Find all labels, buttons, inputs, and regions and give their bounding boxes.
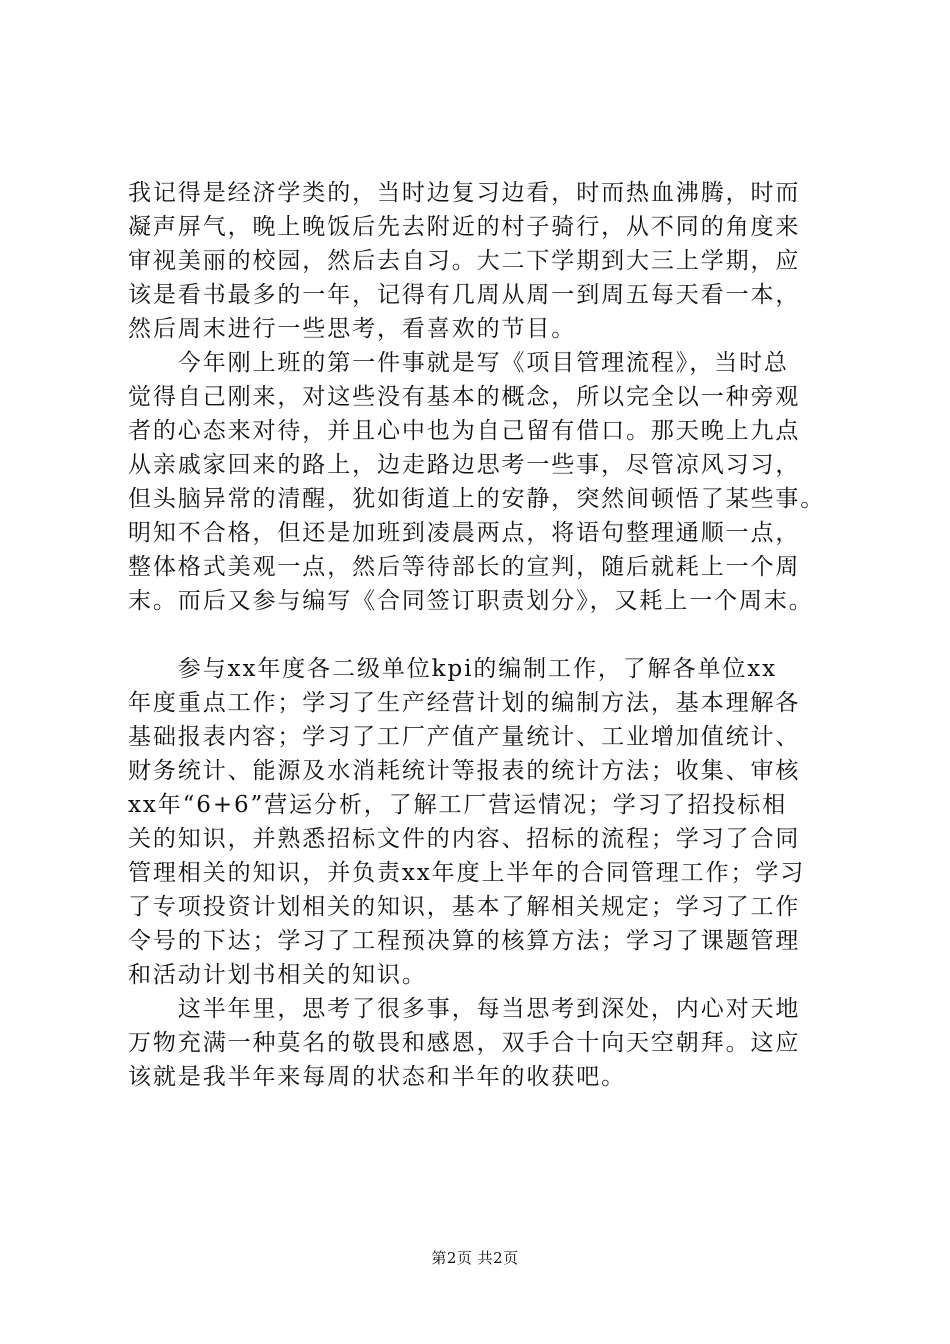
text-line: 从亲戚家回来的路上，边走路边思考一些事，尽管凉风习习， — [128, 452, 801, 478]
text-line: 令号的下达；学习了工程预决算的核算方法；学习了课题管理 — [128, 928, 801, 954]
text-line: 该就是我半年来每周的状态和半年的收获吧。 — [128, 1064, 626, 1090]
text-line: xx年“6+6”营运分析，了解工厂营运情况；学习了招投标相 — [128, 792, 788, 818]
page-number-label: 第2页 共2页 — [431, 1249, 519, 1267]
text-line: 万物充满一种莫名的敬畏和感恩，双手合十向天空朝拜。这应 — [128, 1030, 801, 1056]
text-line: 整体格式美观一点，然后等待部长的宣判，随后就耗上一个周 — [128, 554, 801, 580]
text-line: 了专项投资计划相关的知识，基本了解相关规定；学习了工作 — [128, 894, 801, 920]
text-line: 财务统计、能源及水消耗统计等报表的统计方法；收集、审核 — [128, 758, 801, 784]
text-line: 今年刚上班的第一件事就是写《项目管理流程》，当时总 — [128, 350, 789, 376]
text-line: 然后周末进行一些思考，看喜欢的节目。 — [128, 316, 577, 342]
text-line: 基础报表内容；学习了工厂产值产量统计、工业增加值统计、 — [128, 724, 801, 750]
text-line: 审视美丽的校园，然后去自习。大二下学期到大三上学期，应 — [128, 248, 801, 274]
text-line: 末。而后又参与编写《合同签订职责划分》，又耗上一个周末。 — [128, 588, 814, 614]
text-line: 明知不合格，但还是加班到凌晨两点，将语句整理通顺一点， — [128, 520, 801, 546]
text-line: 年度重点工作；学习了生产经营计划的编制方法，基本理解各 — [128, 690, 801, 716]
text-line: 该是看书最多的一年，记得有几周从周一到周五每天看一本， — [128, 282, 801, 308]
paragraph-gap — [128, 618, 848, 652]
text-line: 关的知识，并熟悉招标文件的内容、招标的流程；学习了合同 — [128, 826, 801, 852]
text-line: 这半年里，思考了很多事，每当思考到深处，内心对天地 — [128, 996, 801, 1022]
text-line: 但头脑异常的清醒，犹如街道上的安静，突然间顿悟了某些事。 — [128, 486, 826, 512]
text-line: 觉得自己刚来，对这些没有基本的概念，所以完全以一种旁观 — [128, 384, 801, 410]
document-body — [128, 176, 848, 1094]
page-footer — [0, 1248, 950, 1268]
text-line: 凝声屏气，晚上晚饭后先去附近的村子骑行，从不同的角度来 — [128, 214, 801, 240]
text-line: 参与xx年度各二级单位kpi的编制工作，了解各单位xx — [128, 656, 778, 682]
text-line: 和活动计划书相关的知识。 — [128, 962, 427, 988]
text-line: 我记得是经济学类的，当时边复习边看，时而热血沸腾，时而 — [128, 180, 801, 206]
text-line: 管理相关的知识，并负责xx年度上半年的合同管理工作；学习 — [128, 860, 806, 886]
text-line: 者的心态来对待，并且心中也为自己留有借口。那天晚上九点 — [128, 418, 801, 444]
